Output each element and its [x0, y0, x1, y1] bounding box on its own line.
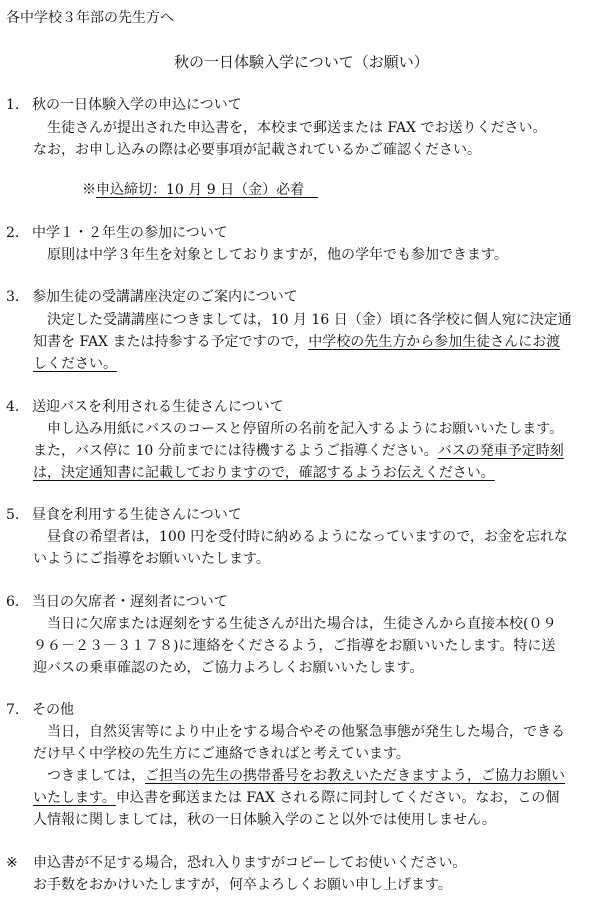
section-number: 3.	[6, 289, 20, 305]
footnote-line-1: 申込書が不足する場合，恐れ入りますがコピーしてお使いください。	[33, 855, 467, 871]
footnote-line-2: お手数をおかけいたしますが，何卒よろしくお願い申し上げます。	[33, 877, 452, 893]
section-heading-text: その他	[32, 702, 74, 718]
section-7-line-5: 人情報に関しましては，秋の一日体験入学のこと以外では使用しません。	[33, 812, 496, 828]
section-5-heading	[6, 505, 242, 525]
section-7-heading	[6, 700, 74, 720]
section-7-line-3	[47, 766, 565, 786]
deadline-note	[82, 180, 318, 200]
section-2-line-1: 原則は中学３年生を対象としておりますが，他の学年でも参加できます。	[47, 247, 508, 263]
section-6-line-2: ９６－２３－３１７８)に連絡をくださるよう，ご指導をお願いいたします。特に送	[33, 638, 556, 654]
section-4-line-2-underlined: バスの発車予定時刻	[437, 443, 564, 459]
section-heading-text: 当日の欠席者・遅刻者について	[32, 594, 228, 610]
section-6-line-3: 迎バスの乗車確認のため，ご協力よろしくお願いいたします。	[33, 660, 424, 676]
section-number: 4.	[6, 399, 20, 415]
section-number: 1.	[6, 97, 20, 113]
section-3-line-3	[33, 354, 117, 374]
section-7-line-4-plain: 申込書を郵送または FAX される際に同封してください。なお，この個	[115, 790, 560, 806]
section-number: 7.	[6, 702, 20, 718]
section-number: 6.	[6, 594, 20, 610]
section-4-line-2-plain: また，バス停に 10 分前までには待機するようご指導ください。	[33, 443, 438, 459]
section-4-line-3	[33, 463, 495, 483]
footnote-mark: ※	[6, 855, 18, 871]
section-6-heading	[6, 592, 228, 612]
section-7-line-3-underlined: ご担当の先生の携帯番号をお教えいただきますよう，ご協力お願い	[145, 768, 565, 784]
section-7-line-4	[33, 788, 559, 808]
deadline-mark: ※	[82, 182, 96, 198]
section-4-line-2	[33, 441, 564, 461]
section-3-line-3-underlined: しください。	[33, 356, 117, 372]
section-heading-text: 参加生徒の受講講座決定のご案内について	[32, 289, 298, 305]
section-3-line-2	[33, 332, 560, 352]
deadline-text: 申込締切：10 月 9 日（金）必着	[96, 182, 305, 198]
section-heading-text: 昼食を利用する生徒さんについて	[32, 507, 242, 523]
section-3-heading	[6, 287, 298, 307]
section-number: 2.	[6, 225, 20, 241]
section-5-line-1: 昼食の希望者は，100 円を受付時に納めるようになっていますので，お金を忘れな	[47, 529, 568, 545]
section-2-heading	[6, 223, 228, 243]
section-3-line-2-underlined: 中学校の先生方から参加生徒さんにお渡	[308, 334, 561, 350]
section-3-line-2-plain: 知書を FAX または持参する予定ですので，	[33, 334, 309, 350]
addressee: 各中学校３年部の先生方へ	[6, 10, 174, 26]
section-7-line-2: だけ早く中学校の先生方にご連絡できればと考えています。	[33, 746, 410, 762]
section-4-heading	[6, 397, 284, 417]
section-1-line-1: 生徒さんが提出された申込書を，本校まで郵送または FAX でお送りください。	[47, 120, 547, 136]
section-4-line-3-underlined: は，決定通知書に記載しておりますので，確認するようお伝えください。	[33, 465, 495, 481]
section-6-line-1: 当日に欠席または遅刻をする生徒さんが出た場合は，生徒さんから直接本校(０９	[47, 616, 557, 632]
page-title: 秋の一日体験入学について（お願い）	[174, 53, 429, 71]
section-1-heading	[6, 95, 242, 115]
section-7-line-3-plain: つきましては，	[47, 768, 145, 784]
section-7-line-4-underlined: いたします。	[33, 790, 116, 806]
section-4-line-1: 申し込み用紙にバスのコースと停留所の名前を記入するようにお願いいたします。	[47, 421, 564, 437]
section-heading-text: 送迎バスを利用される生徒さんについて	[32, 399, 284, 415]
section-heading-text: 中学１・２年生の参加について	[32, 225, 228, 241]
section-1-line-2: なお，お申し込みの際は必要事項が記載されているかご確認ください。	[33, 142, 481, 158]
section-heading-text: 秋の一日体験入学の申込について	[32, 97, 242, 113]
section-7-line-1: 当日，自然災害等により中止をする場合やその他緊急事態が発生した場合，できる	[47, 724, 565, 740]
section-3-line-1: 決定した受講講座につきましては，10 月 16 日（金）頃に各学校に個人宛に決定通	[47, 312, 572, 328]
section-5-line-2: いようにご指導をお願いいたします。	[33, 551, 270, 567]
section-number: 5.	[6, 507, 20, 523]
